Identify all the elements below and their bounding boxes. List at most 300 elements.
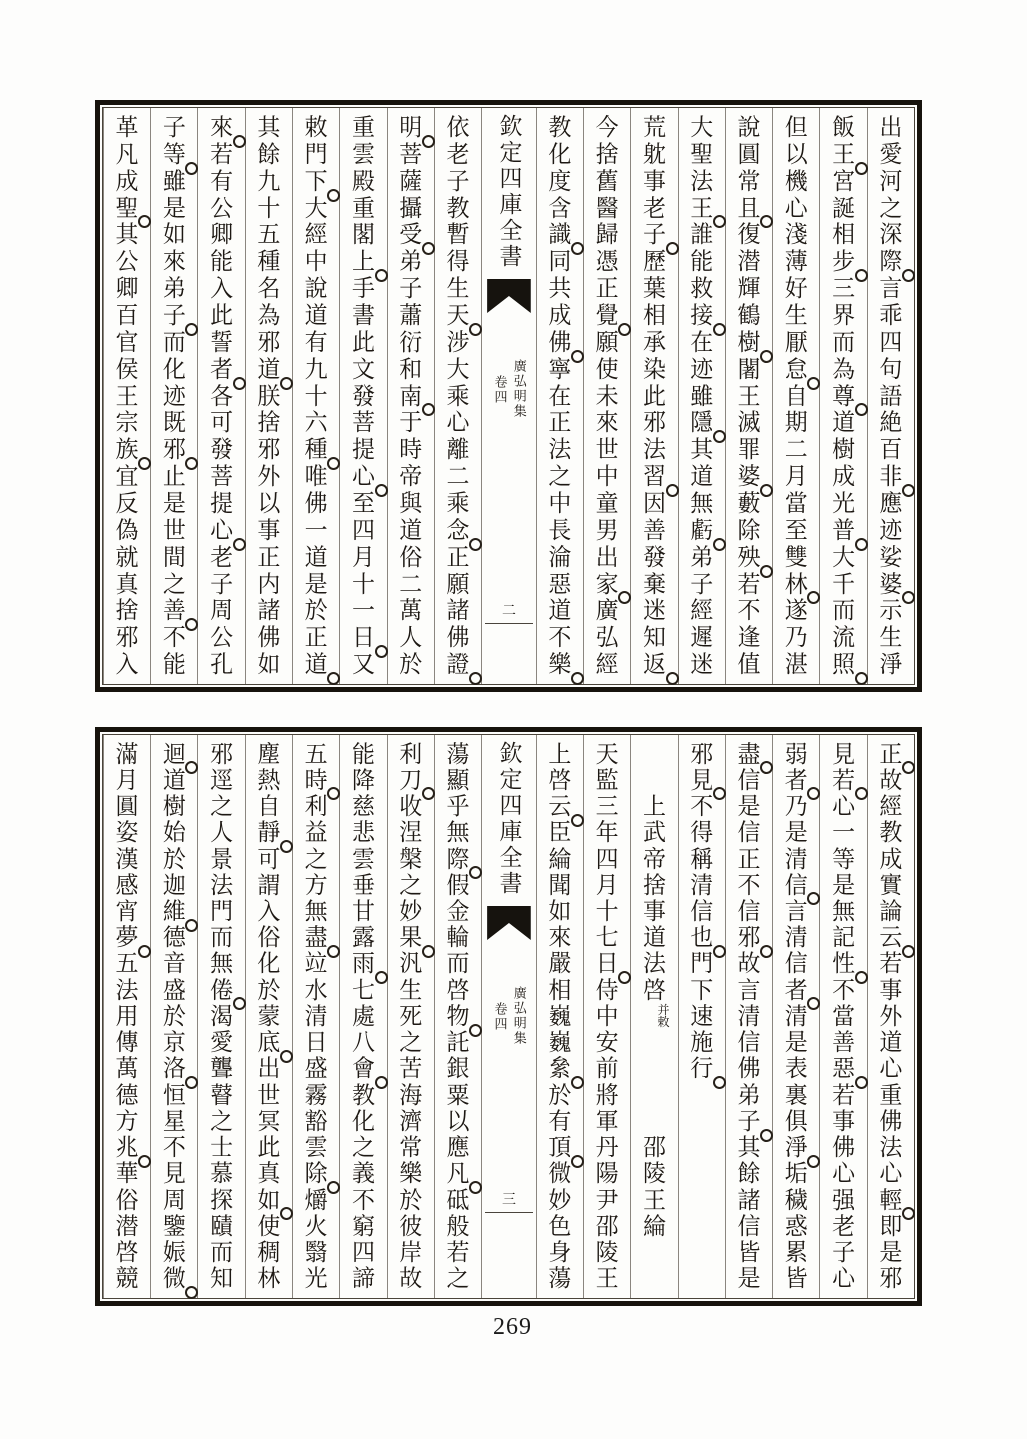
char-cell (152, 977, 196, 1003)
char-cell (632, 436, 676, 463)
char-cell (105, 1213, 149, 1239)
char-cell (821, 898, 865, 924)
char-cell (680, 872, 724, 898)
char-cell (341, 1266, 385, 1292)
char-cell (341, 517, 385, 544)
glyph: 惑 (784, 1213, 808, 1240)
glyph: 俱 (784, 1108, 808, 1135)
siku-quanshu-title: 欽定四庫全書 (496, 741, 522, 897)
glyph: 老 (446, 141, 470, 168)
char-cell (538, 925, 582, 951)
reading-circle-mark (666, 672, 679, 685)
glyph: 當 (784, 490, 808, 517)
glyph: 說 (737, 114, 761, 141)
glyph: 蕩 (446, 741, 470, 767)
char-cell (869, 329, 913, 356)
char-cell (152, 1187, 196, 1213)
char-cell (585, 1239, 629, 1265)
glyph: 千 (832, 571, 856, 597)
char-cell (632, 1108, 676, 1134)
char-cell (294, 168, 338, 195)
char-cell (199, 1082, 243, 1108)
glyph: 安 (595, 1029, 619, 1056)
char-cell (436, 977, 480, 1003)
char-cell (294, 221, 338, 248)
glyph: 德 (115, 1082, 139, 1108)
char-cell (247, 1239, 291, 1265)
char-cell (727, 463, 771, 490)
glyph: 出 (879, 114, 903, 141)
char-cell (199, 1135, 243, 1161)
glyph: 雙 (784, 544, 808, 570)
char-cell (727, 1213, 771, 1239)
glyph: 間 (162, 544, 186, 570)
text-column (339, 108, 386, 684)
glyph: 期 (784, 410, 808, 436)
glyph: 言 (879, 275, 903, 302)
glyph: 信 (737, 820, 761, 846)
reading-circle-mark (375, 971, 388, 984)
text-column (103, 735, 150, 1298)
char-cell (436, 383, 480, 410)
glyph: 性 (832, 951, 856, 977)
char-cell (585, 1135, 629, 1161)
char-cell (152, 951, 196, 977)
glyph: 海 (399, 1082, 423, 1108)
glyph: 常 (737, 168, 761, 194)
glyph: 信 (737, 898, 761, 925)
glyph: 度 (548, 168, 572, 194)
glyph: 又 (351, 651, 375, 678)
text-column (536, 735, 583, 1298)
char-cell (294, 141, 338, 168)
text-column (583, 108, 630, 684)
glyph: 門 (210, 898, 234, 925)
glyph: 雖 (690, 383, 714, 409)
reading-circle-mark (422, 242, 435, 255)
glyph: 洛 (162, 1056, 186, 1082)
reading-circle-mark (327, 945, 340, 958)
glyph: 得 (690, 820, 714, 846)
char-cell (821, 1030, 865, 1056)
char-cell (105, 517, 149, 544)
char-cell (389, 977, 433, 1003)
glyph: 入 (115, 651, 139, 678)
glyph: 值 (737, 651, 761, 678)
glyph: 華 (115, 1161, 139, 1187)
char-cell (105, 898, 149, 924)
glyph: 信 (690, 898, 714, 925)
char-cell (632, 651, 676, 678)
glyph: 星 (162, 1108, 186, 1135)
banxin-center-column (481, 735, 536, 1298)
char-cell (199, 1239, 243, 1265)
text-column (197, 735, 244, 1298)
glyph: 熱 (257, 767, 281, 794)
char-cell (538, 141, 582, 168)
char-cell (727, 793, 771, 819)
reading-circle-mark (185, 457, 198, 470)
glyph: 競 (115, 1266, 139, 1292)
char-cell (727, 1030, 771, 1056)
glyph: 重 (351, 195, 375, 221)
reading-circle-mark (902, 484, 915, 497)
char-cell (774, 741, 818, 767)
char-cell (436, 898, 480, 924)
glyph: 邪 (737, 925, 761, 951)
text-column (678, 108, 725, 684)
char-cell (105, 597, 149, 624)
char-cell (389, 221, 433, 248)
glyph: 孔 (210, 651, 234, 678)
char-cell (632, 977, 676, 1003)
char-cell (680, 846, 724, 872)
glyph: 飯 (832, 114, 856, 141)
char-cell (105, 1239, 149, 1265)
char-cell (727, 1266, 771, 1292)
glyph: 說 (304, 275, 328, 302)
char-cell (538, 544, 582, 571)
char-cell (774, 951, 818, 977)
glyph: 子 (737, 1108, 761, 1135)
glyph: 是 (832, 872, 856, 899)
char-cell (294, 1161, 338, 1187)
glyph: 乘 (446, 383, 470, 409)
reading-circle-mark (327, 1181, 340, 1194)
char-cell (632, 409, 676, 436)
char-cell (585, 463, 629, 490)
char-cell (632, 141, 676, 168)
char-cell (821, 1003, 865, 1029)
glyph: 雖 (162, 168, 186, 194)
reading-circle-mark (327, 457, 340, 470)
glyph: 穢 (784, 1187, 808, 1213)
char-cell (680, 597, 724, 624)
glyph: 發 (351, 383, 375, 409)
glyph: 夢 (115, 925, 139, 951)
char-cell (680, 1056, 724, 1082)
char-cell (341, 1161, 385, 1187)
reading-circle-mark (375, 645, 388, 658)
char-cell (869, 1187, 913, 1213)
glyph: 渴 (210, 1003, 234, 1030)
char-cell (152, 1161, 196, 1187)
glyph: 十 (304, 383, 328, 409)
char-cell (199, 1030, 243, 1056)
char-cell (821, 624, 865, 651)
glyph: 霧 (304, 1082, 328, 1108)
glyph: 未 (595, 383, 619, 409)
reading-circle-mark (422, 787, 435, 800)
char-cell (727, 820, 771, 846)
char-cell (199, 951, 243, 977)
reading-circle-mark (713, 1076, 726, 1089)
char-cell (585, 275, 629, 302)
reading-circle-mark (185, 618, 198, 631)
char-cell (821, 195, 865, 222)
char-cell (585, 1056, 629, 1082)
glyph: 樹 (737, 329, 761, 356)
char-cell (105, 275, 149, 302)
char-cell (247, 1187, 291, 1213)
reading-circle-mark (807, 1155, 820, 1168)
glyph: 施 (690, 1029, 714, 1056)
char-cell (632, 1003, 676, 1029)
glyph: 凡 (115, 141, 139, 168)
glyph: 德 (162, 925, 186, 951)
glyph: 益 (304, 820, 328, 846)
folio-block-lower (95, 727, 922, 1306)
char-cell (774, 356, 818, 383)
glyph: 如 (548, 898, 572, 925)
glyph: 之 (879, 195, 903, 221)
reading-circle-mark (138, 215, 151, 228)
char-cell (585, 544, 629, 571)
glyph: 粟 (446, 1082, 470, 1108)
glyph: 不 (737, 598, 761, 624)
glyph: 道 (304, 302, 328, 329)
char-cell (199, 820, 243, 846)
char-cell (821, 302, 865, 329)
glyph: 潜 (737, 248, 761, 275)
char-cell (247, 436, 291, 463)
char-cell (585, 571, 629, 598)
char-cell (538, 275, 582, 302)
text-column (725, 108, 772, 684)
glyph: 此 (257, 1134, 281, 1161)
char-cell (389, 1161, 433, 1187)
char-cell (585, 846, 629, 872)
char-cell (247, 490, 291, 517)
char-cell (105, 1030, 149, 1056)
glyph: 相 (832, 222, 856, 248)
glyph: 成 (832, 463, 856, 490)
glyph: 靜 (257, 820, 281, 846)
glyph: 在 (690, 329, 714, 356)
glyph: 將 (595, 1082, 619, 1108)
glyph: 如 (257, 651, 281, 678)
glyph: 般 (446, 1213, 470, 1240)
glyph: 啓 (548, 767, 572, 794)
glyph: 清 (784, 925, 808, 951)
char-cell (821, 820, 865, 846)
reading-circle-mark (469, 866, 482, 879)
char-cell (389, 741, 433, 767)
glyph: 教 (351, 1082, 375, 1108)
char-cell (821, 1108, 865, 1134)
char-cell (727, 651, 771, 678)
glyph: 弟 (399, 248, 423, 275)
char-cell (680, 383, 724, 410)
char-cell (869, 846, 913, 872)
glyph: 世 (162, 517, 186, 544)
glyph: 教 (446, 195, 470, 221)
char-cell (774, 463, 818, 490)
glyph: 機 (784, 168, 808, 194)
char-cell (727, 1161, 771, 1187)
char-cell (247, 517, 291, 544)
glyph: 外 (257, 463, 281, 490)
char-cell (774, 275, 818, 302)
char-cell (869, 114, 913, 141)
glyph: 於 (162, 1003, 186, 1030)
char-cell (341, 195, 385, 222)
char-cell (680, 1266, 724, 1292)
glyph: 佛 (446, 625, 470, 651)
glyph: 不 (737, 872, 761, 899)
glyph: 罪 (737, 436, 761, 463)
glyph: 迷 (690, 651, 714, 678)
char-cell (585, 624, 629, 651)
char-cell (294, 1030, 338, 1056)
glyph: 聖 (690, 141, 714, 168)
char-cell (199, 221, 243, 248)
char-cell (727, 517, 771, 544)
char-cell (632, 872, 676, 898)
glyph: 露 (351, 925, 375, 951)
glyph: 法 (879, 1134, 903, 1161)
glyph: 同 (548, 248, 572, 275)
glyph: 此 (351, 329, 375, 356)
glyph: 天 (595, 741, 619, 767)
glyph: 闍 (737, 356, 761, 382)
glyph: 雨 (351, 951, 375, 977)
char-cell (538, 1266, 582, 1292)
glyph: 林 (784, 571, 808, 597)
glyph: 惡 (832, 1056, 856, 1082)
char-cell (538, 571, 582, 598)
glyph: 二 (399, 571, 423, 597)
char-cell (389, 597, 433, 624)
glyph: 際 (879, 248, 903, 275)
char-cell (869, 544, 913, 571)
glyph: 逢 (737, 625, 761, 651)
glyph: 慈 (351, 793, 375, 820)
char-cell (680, 1187, 724, 1213)
char-cell (199, 302, 243, 329)
glyph: 圓 (115, 793, 139, 820)
glyph: 監 (595, 767, 619, 794)
glyph: 寧 (548, 356, 572, 382)
char-cell (538, 1003, 582, 1029)
char-cell (632, 302, 676, 329)
char-cell (389, 1003, 433, 1029)
char-cell (152, 436, 196, 463)
glyph: 鑒 (162, 1213, 186, 1240)
glyph: 有 (304, 329, 328, 356)
glyph: 巍 (548, 1003, 572, 1030)
char-cell (774, 1266, 818, 1292)
char-cell (821, 221, 865, 248)
char-cell (585, 195, 629, 222)
char-cell (389, 1108, 433, 1134)
char-cell (436, 436, 480, 463)
char-cell (585, 741, 629, 767)
glyph: 外 (879, 1003, 903, 1030)
text-column (772, 108, 819, 684)
char-cell (869, 1003, 913, 1029)
char-cell (247, 1161, 291, 1187)
char-cell (152, 846, 196, 872)
char-cell (389, 1082, 433, 1108)
glyph: 願 (446, 571, 470, 597)
glyph: 清 (690, 872, 714, 899)
glyph: 除 (737, 517, 761, 544)
glyph: 十 (351, 571, 375, 597)
glyph: 濟 (399, 1108, 423, 1135)
char-cell (774, 651, 818, 678)
glyph: 啓 (446, 977, 470, 1003)
glyph: 妙 (548, 1187, 572, 1213)
char-cell (632, 1239, 676, 1265)
glyph: 無 (210, 951, 234, 977)
glyph: 淺 (784, 222, 808, 248)
glyph: 四 (595, 846, 619, 872)
text-column (292, 108, 339, 684)
glyph: 也 (690, 925, 714, 951)
glyph: 下 (690, 977, 714, 1003)
char-cell (680, 517, 724, 544)
glyph: 記 (832, 925, 856, 951)
char-cell (680, 1213, 724, 1239)
char-cell (294, 356, 338, 383)
char-cell (869, 1161, 913, 1187)
fishtail-ornament (487, 279, 531, 313)
char-cell (585, 793, 629, 819)
glyph: 利 (399, 741, 423, 767)
glyph: 可 (257, 846, 281, 872)
char-cell (774, 1187, 818, 1213)
glyph: 七 (351, 977, 375, 1003)
char-cell (199, 571, 243, 598)
char-cell (436, 1082, 480, 1108)
glyph: 聾 (210, 1056, 234, 1082)
char-cell (436, 168, 480, 195)
char-cell (680, 356, 724, 383)
glyph: 正 (879, 741, 903, 767)
glyph: 心 (832, 793, 856, 820)
glyph: 心 (879, 1056, 903, 1082)
char-cell (632, 1187, 676, 1213)
char-cell (247, 544, 291, 571)
glyph: 邪 (210, 741, 234, 767)
char-cell (294, 741, 338, 767)
char-cell (774, 846, 818, 872)
glyph: 三 (595, 793, 619, 820)
char-cell (585, 1030, 629, 1056)
glyph: 經 (595, 651, 619, 678)
char-cell (152, 221, 196, 248)
reading-circle-mark (571, 242, 584, 255)
reading-circle-mark (375, 269, 388, 282)
glyph: 離 (446, 436, 470, 463)
reading-circle-mark (185, 919, 198, 932)
glyph: 使 (257, 1213, 281, 1240)
glyph: 偽 (115, 517, 139, 544)
char-cell (436, 1213, 480, 1239)
char-cell (105, 1056, 149, 1082)
glyph: 一 (304, 517, 328, 544)
char-cell (152, 741, 196, 767)
glyph: 子 (162, 114, 186, 141)
char-cell (294, 1082, 338, 1108)
folio-divider-rule (485, 1212, 533, 1213)
char-cell (389, 767, 433, 793)
char-cell (727, 1056, 771, 1082)
char-cell (869, 872, 913, 898)
char-cell (341, 168, 385, 195)
glyph: 乘 (446, 490, 470, 517)
